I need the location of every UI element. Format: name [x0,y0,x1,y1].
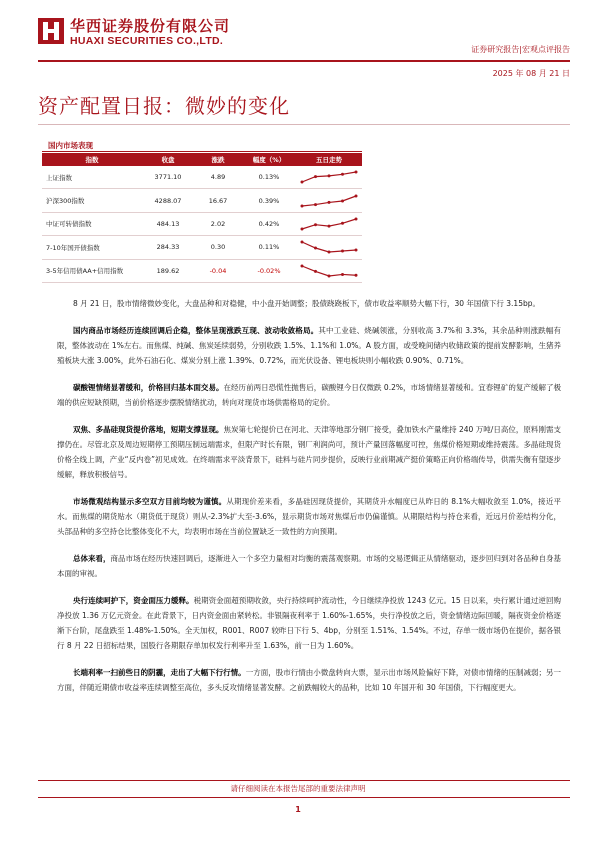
index-name: 上证指数 [42,166,142,189]
change-value: 16.67 [194,189,242,212]
trend-cell [296,236,362,259]
change-value: 4.89 [194,166,242,189]
legal-notice: 请仔细阅读在本报告尾部的重要法律声明 [230,784,366,793]
column-header: 指数 [42,153,142,166]
paragraph-text: 其中工业硅、烧碱领涨，分别收高 3.7%和 3.3%，其余品种则涨跌幅有限，整体波动在 1%左右。而焦煤、纯碱、焦炭延续弱势，分别收跌 1.5%、1.1%和 1.0%。A 股方面，或受晚间储内收储政策的提前发酵影响，生猪养殖板块大涨 3.00%，此外石油石化、煤炭分别上涨 1.39%、0.72%，而光伏设备、锂电板块则小幅收跌 0.90%、0.71%。 [57,326,562,365]
paragraph-text: 一方面，股市行情由小微盘转向大票，显示出市场风险偏好下降，对债市情绪的压制减弱；另一方面，伴随近期债市收益率连续调整至高位，多头反攻情绪显著发酵。之前跌幅较大的品种，比如 10 年国开和 30 年国债，下行幅度更大。 [57,668,562,692]
column-header: 五日走势 [296,153,362,166]
close-value: 4288.07 [142,189,194,212]
table-row [42,236,362,259]
pct-value: 0.39% [242,189,296,212]
paragraph-text: 从期现价差来看，多晶硅因现货提价，其期货升水幅度已从昨日的 8.1%大幅收敛至 1.0%，接近平水。而焦煤的期货贴水（期货低于现货）则从-2.3%扩大至-3.6%，显示期货市场对焦煤后市仍偏谨慎。从期限结构与持仓来看，近远月价差结构分化，头部品种的多空持仓比整体变化不大，均表明市场在当前位置缺乏一致性的方向预期。 [57,497,562,536]
close-value: 3771.10 [142,166,194,189]
market-table [42,153,362,283]
paragraph-lead: 总体来看， [73,554,111,563]
paragraph [57,296,561,311]
company-logo-icon [38,18,64,44]
paragraph [57,422,561,482]
page-title: 资产配置日报：微妙的变化 [38,94,290,118]
paragraph [57,323,561,368]
sparkline-chart [299,193,359,209]
pct-value: 0.11% [242,236,296,259]
page-number: 1 [295,805,301,814]
sparkline-point [314,175,317,178]
sparkline-point [314,203,317,206]
sparkline-chart [299,216,359,232]
sparkline-point [355,273,358,276]
title-divider [38,124,570,125]
column-header: 涨跌 [194,153,242,166]
company-name-cn: 华西证券股份有限公司 [70,17,231,35]
trend-cell [296,189,362,212]
body-text [57,296,561,707]
sparkline-point [328,274,331,277]
sparkline-point [301,204,304,207]
table-row [42,189,362,212]
table-row [42,166,362,189]
paragraph-lead: 市场微观结构显示多空双方目前均较为谨慎。 [73,497,227,506]
sparkline-point [341,222,344,225]
close-value: 484.13 [142,212,194,235]
sparkline-point [341,273,344,276]
paragraph [57,665,561,695]
table-row [42,212,362,235]
sparkline-point [328,201,331,204]
sparkline-chart [299,169,359,185]
sparkline-point [314,270,317,273]
sparkline-point [355,217,358,220]
change-value: 2.02 [194,212,242,235]
report-type: 证券研究报告|宏观点评报告 [471,45,570,54]
paragraph-lead: 央行连续呵护下，资金面压力缓释。 [73,596,194,605]
pct-value: 0.13% [242,166,296,189]
change-value: 0.30 [194,236,242,259]
table-title: 国内市场表现 [48,141,93,150]
change-value: -0.04 [194,259,242,282]
sparkline-point [301,227,304,230]
table-row [42,259,362,282]
paragraph-lead: 长端利率一扫前些日的阴霾，走出了大幅下行行情。 [73,668,246,677]
paragraph-text: 焦炭第七轮提价已在河北、天津等地部分钢厂接受，叠加铁水产量维持 240 万吨/日高位，原料刚需支撑仍在。尽管北京及周边短期停工预期压制远端需求，但限产时长有限，钢厂利润尚可，预计产量回落幅度可控，焦煤价格短期或维持震荡。多晶硅现货价格全线上调，产业“反内卷”初见成效。在终端需求平淡背景下，硅料与硅片同步提价，反映行业前期减产挺价策略正向价格端传导，供需失衡有望逐步缓解，释放积极信号。 [57,425,562,479]
index-name: 7-10年国开债指数 [42,236,142,259]
paragraph [57,593,561,653]
sparkline-point [301,264,304,267]
paragraph [57,494,561,539]
trend-cell [296,166,362,189]
sparkline-point [314,223,317,226]
sparkline-point [301,241,304,244]
sparkline-point [355,194,358,197]
paragraph-text: 在经历前两日恐慌性抛售后，碳酸锂今日仅微跌 0.2%，市场情绪显著缓和。宜春锂矿的复产缓解了极端的供应短缺预期，当前价格逐步摆脱情绪扰动，转向对现货市场供需格局的定价。 [57,383,562,407]
sparkline-point [328,175,331,178]
sparkline-point [355,249,358,252]
paragraph-text: 8 月 21 日，股市情绪微妙变化，大盘品种和对稳健，中小盘开始调整；股债跷跷板下，债市收益率顺势大幅下行，30 年国债下行 3.15bp。 [73,299,540,308]
sparkline-chart [299,263,359,279]
pct-value: 0.42% [242,212,296,235]
close-value: 189.62 [142,259,194,282]
sparkline-point [301,181,304,184]
sparkline-point [355,171,358,174]
column-header: 收盘 [142,153,194,166]
index-name: 沪深300指数 [42,189,142,212]
paragraph [57,380,561,410]
footer-divider [38,780,570,781]
sparkline-point [341,173,344,176]
table-title-divider [42,151,362,152]
company-name-en: HUAXI SECURITIES CO.,LTD. [70,35,224,47]
trend-cell [296,259,362,282]
paragraph-text: 商品市场在经历快速回调后，逐渐进入一个多空力量相对均衡的震荡观察期。市场的交易逻辑正从情绪驱动，逐步回归到对各品种自身基本面的审视。 [57,554,562,578]
close-value: 284.33 [142,236,194,259]
sparkline-point [314,247,317,250]
sparkline-chart [299,239,359,255]
column-header: 幅度（%） [242,153,296,166]
sparkline-point [328,225,331,228]
sparkline-point [328,251,331,254]
report-date: 2025 年 08 月 21 日 [492,69,570,78]
paragraph-text: 税期资金面超预期收敛，央行持续呵护流动性，今日继续净投放 1243 亿元。15 日以来，央行累计通过逆回购净投放 1.36 万亿元资金。在此背景下，日内资金面由紧转松。非银隔夜利率于 1.60%-1.65%，央行净投放之后，资金情绪边际回暖，隔夜资金价格逐渐下台阶，尾盘跌至 1.48%-1.50%。全天加权，R001、R007 较昨日下行 5、4bp，分别至 1.51%、1.54%。不过，存单一级市场仍在提价，据各银行 8 月 22 日招标结果，国股行各期限存单加权发行利率升至 1.63%，前一日为 1.60%。 [57,596,562,650]
paragraph [57,551,561,581]
header-divider [38,60,570,62]
sparkline-point [341,199,344,202]
index-name: 3-5年信用债AA+信用指数 [42,259,142,282]
sparkline-point [341,250,344,253]
paragraph-lead: 国内商品市场经历连续回调后企稳，整体呈现涨跌互现、波动收敛格局。 [73,326,319,335]
pct-value: -0.02% [242,259,296,282]
trend-cell [296,212,362,235]
paragraph-lead: 碳酸锂情绪显著缓和，价格回归基本面交易。 [73,383,224,392]
index-name: 中证可转债指数 [42,212,142,235]
table-header-row [42,153,362,166]
paragraph-lead: 双焦、多晶硅现货提价落地，短期支撑显现。 [73,425,224,434]
footer-divider-bottom [38,797,570,798]
